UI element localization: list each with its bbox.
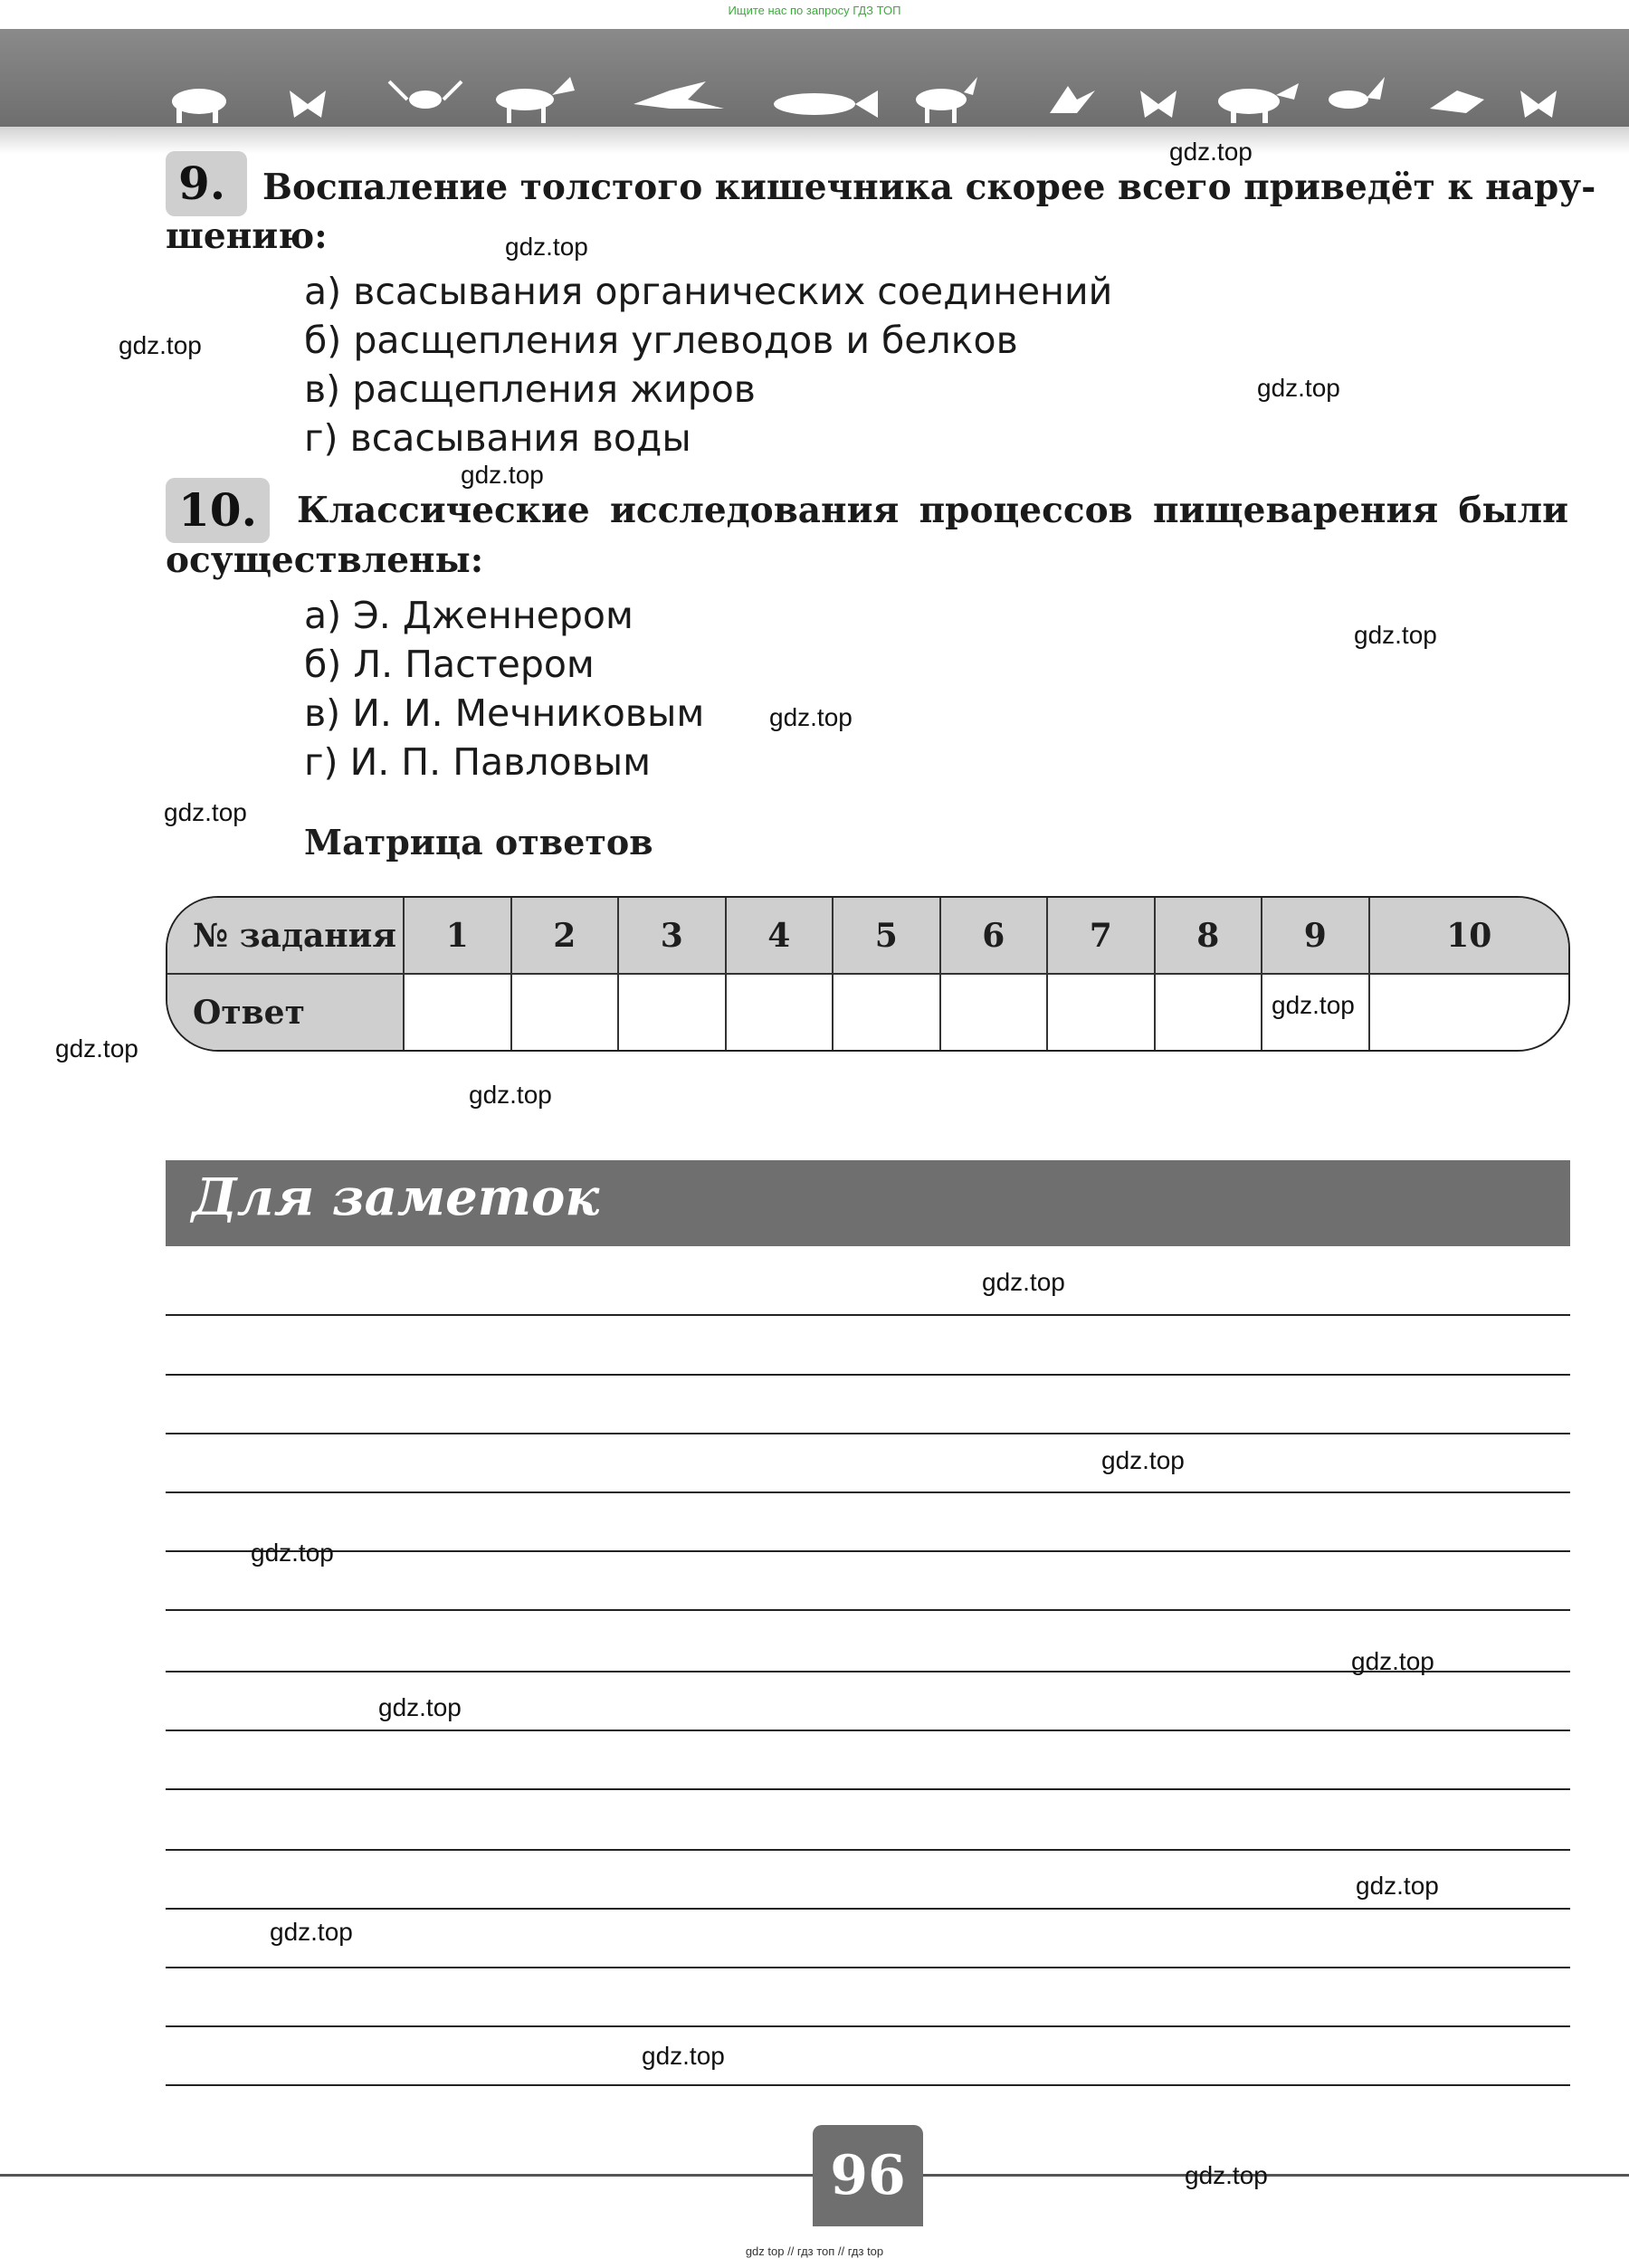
matrix-header-row [167,898,1568,975]
answer-cell-2[interactable] [512,975,620,1050]
watermark: gdz.top [378,1693,462,1721]
matrix-col-7: 7 [1048,898,1156,975]
watermark: gdz.top [55,1034,138,1063]
matrix-col-1: 1 [405,898,512,975]
watermark: gdz.top [1185,2161,1268,2189]
answer-cell-7[interactable] [1048,975,1156,1050]
matrix-col-2: 2 [512,898,620,975]
watermark: gdz.top [251,1539,334,1567]
answer-cell-4[interactable] [727,975,834,1050]
answer-cell-8[interactable] [1156,975,1263,1050]
watermark: gdz.top [1169,138,1253,166]
note-line[interactable] [166,1849,1570,1851]
watermark: gdz.top [642,2042,725,2070]
animal-silhouettes-icon [163,72,1575,127]
note-line[interactable] [166,1908,1570,1910]
note-line[interactable] [166,1314,1570,1316]
top-link[interactable]: Ищите нас по запросу ГДЗ ТОП [728,4,901,17]
question-9-option-b: б) расщепления углеводов и белков [304,319,1018,362]
watermark: gdz.top [119,331,202,359]
question-9-option-c: в) расщепления жиров [304,367,756,411]
note-line[interactable] [166,1730,1570,1731]
note-line[interactable] [166,2084,1570,2086]
note-line[interactable] [166,1609,1570,1611]
page-number: 96 [813,2125,923,2226]
watermark: gdz.top [1354,621,1437,649]
watermark: gdz.top [1351,1647,1434,1675]
note-line[interactable] [166,2025,1570,2027]
watermark: gdz.top [270,1918,353,1946]
matrix-col-10: 10 [1370,898,1569,975]
question-9-number: 9. [166,151,247,216]
matrix-col-5: 5 [834,898,941,975]
watermark: gdz.top [461,461,544,489]
question-10-option-a: а) Э. Дженнером [304,594,634,637]
answer-matrix [166,896,1570,1052]
note-line[interactable] [166,1967,1570,1968]
notes-title: Для заметок [192,1167,600,1227]
matrix-col-3: 3 [619,898,727,975]
answer-cell-6[interactable] [941,975,1049,1050]
watermark: gdz.top [1257,374,1340,402]
matrix-row-label-task: № задания [167,898,405,975]
watermark: gdz.top [1356,1872,1439,1900]
watermark: gdz.top [982,1268,1065,1296]
matrix-col-8: 8 [1156,898,1263,975]
matrix-row-label-answer: Ответ [167,975,405,1050]
question-10-option-b: б) Л. Пастером [304,643,595,686]
answer-cell-3[interactable] [619,975,727,1050]
question-9-option-a: а) всасывания органических соединений [304,270,1113,313]
question-10-text-line2: осуществлены: [166,539,484,581]
watermark: gdz.top [505,233,588,261]
question-10-option-c: в) И. И. Мечниковым [304,691,705,735]
matrix-col-4: 4 [727,898,834,975]
note-line[interactable] [166,1550,1570,1552]
question-10-text-line1: Классические исследования процессов пищеварения были [297,490,1568,531]
note-line[interactable] [166,1491,1570,1493]
question-10-option-d: г) И. П. Павловым [304,740,652,784]
matrix-title: Матрица ответов [304,822,653,862]
answer-cell-1[interactable] [405,975,512,1050]
answer-cell-5[interactable] [834,975,941,1050]
watermark: gdz.top [469,1081,552,1109]
watermark: gdz.top [1101,1446,1185,1474]
matrix-col-6: 6 [941,898,1049,975]
note-line[interactable] [166,1374,1570,1376]
question-9-text-line1: Воспаление толстого кишечника скорее всего приведёт к нару- [262,167,1596,208]
question-9-option-d: г) всасывания воды [304,416,691,460]
banner-shadow [0,127,1629,154]
question-9-text-line2: шению: [166,215,328,257]
watermark: gdz.top [1272,991,1355,1019]
watermark: gdz.top [164,798,247,826]
matrix-col-9: 9 [1262,898,1370,975]
question-10-number: 10. [166,478,270,543]
matrix-answer-row [167,975,1568,1050]
answer-cell-10[interactable] [1370,975,1569,1050]
watermark: gdz.top [769,703,853,731]
note-line[interactable] [166,1433,1570,1434]
note-line[interactable] [166,1788,1570,1790]
bottom-link[interactable]: gdz top // гдз топ // гдз top [745,2244,884,2258]
